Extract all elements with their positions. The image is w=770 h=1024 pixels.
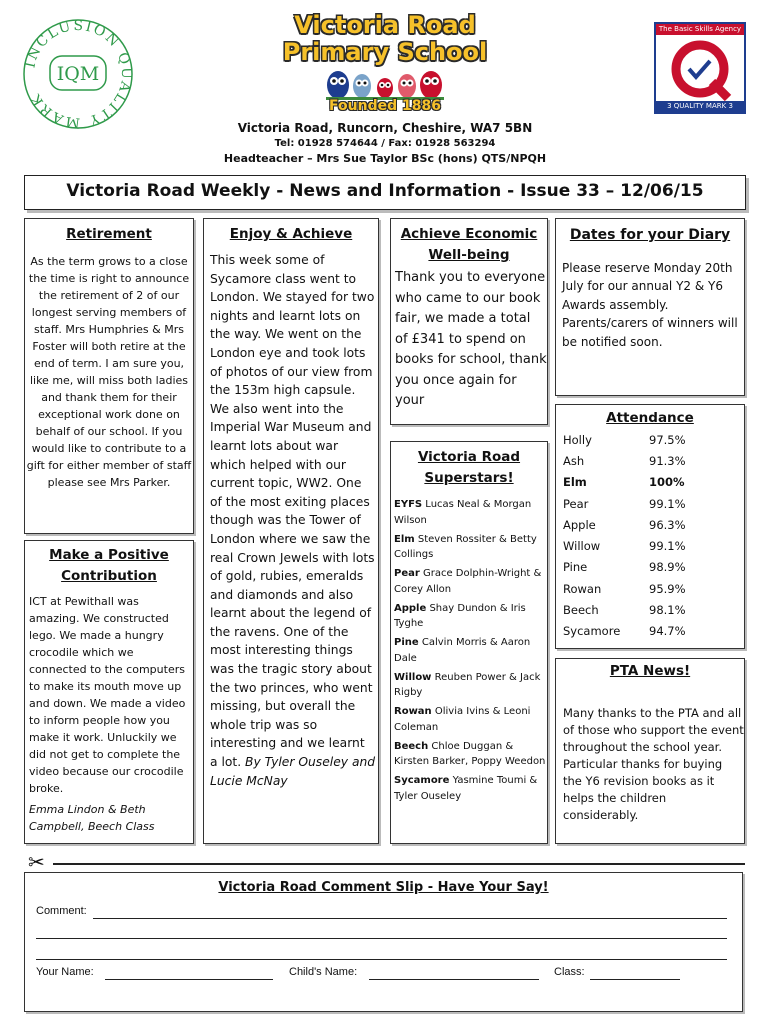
comment-label: Comment: — [36, 905, 87, 917]
table-row: Rowan 95.9% — [563, 581, 686, 596]
pta-text: Many thanks to the PTA and all of those who support the event throughout the school year. Particular thanks for buying the Y6 revision books as it helps the children considerably. — [563, 706, 744, 822]
enjoy-achieve-text — [204, 251, 378, 790]
positive-contribution-heading: Make a Positive Contribution — [49, 547, 169, 584]
quality-mark-logo — [654, 22, 746, 114]
list-item: Rowan Olivia Ivins & Leoni Coleman — [394, 706, 531, 733]
superstars-heading: Victoria Road Superstars! — [417, 449, 521, 486]
quality-mark-agency: The Basic Skills Agency — [656, 24, 744, 35]
attendance-section — [555, 404, 745, 649]
positive-contribution-text: ICT at Pewithall was amazing. We constructed lego. We made a hungry crocodile which we connected to the computers to make its mouth move up and down. We made a video to inform people how you make it work. Unluckily we did not get to complete the video because our crocodile broke. — [29, 595, 186, 795]
child-name-label: Child's Name: — [289, 966, 358, 978]
comment-slip — [24, 872, 743, 1012]
economic-wellbeing-section — [390, 218, 548, 425]
iqm-inclusion-seal — [22, 18, 134, 130]
founded-year: Founded 1886 — [329, 98, 441, 114]
diary-section — [555, 218, 745, 396]
newsletter-title: Victoria Road Weekly - News and Information - Issue 33 – 12/06/15 — [66, 181, 704, 201]
attendance-table — [556, 429, 744, 642]
svg-text:INCLUSION QUALITY MARK: INCLUSION QUALITY MARK — [22, 18, 134, 130]
table-row: Beech 98.1% — [563, 603, 686, 618]
diary-text: Please reserve Monday 20th July for our annual Y2 & Y6 Awards assembly. Parents/carers of winners will be notified soon. — [562, 261, 738, 349]
school-name-line2: Primary School — [282, 38, 488, 66]
superstars-list — [391, 497, 547, 804]
list-item: Pine Calvin Morris & Aaron Dale — [394, 637, 531, 664]
class-label: Class: — [554, 966, 585, 978]
your-name-field[interactable] — [105, 979, 273, 980]
diary-heading: Dates for your Diary — [569, 227, 731, 243]
table-row: Sycamore 94.7% — [563, 624, 686, 639]
retirement-heading: Retirement — [66, 226, 152, 242]
newsletter-title-box — [24, 175, 746, 210]
list-item: Pear Grace Dolphin-Wright & Corey Allon — [394, 568, 542, 595]
list-item: Willow Reuben Power & Jack Rigby — [394, 671, 541, 698]
owls-logo-icon — [326, 66, 444, 100]
table-row: Willow 99.1% — [563, 539, 686, 554]
retirement-text: As the term grows to a close the time is right to announce the retirement of 2 of our longest serving members of staff. Mrs Humphries & Mrs Foster will both retire at the end of term. I am sure you, like me, will miss both ladies and thank them for their exceptional work done on behalf of our school. If you would like to contribute to a gift for either member of staff please see Mrs Parker. — [26, 255, 192, 489]
enjoy-achieve-heading: Enjoy & Achieve — [229, 226, 353, 242]
list-item: Sycamore Yasmine Toumi & Tyler Ouseley — [394, 775, 538, 802]
list-item: Beech Chloe Duggan & Kirsten Barker, Poppy Weedon — [394, 740, 546, 767]
positive-contribution-section — [24, 540, 194, 844]
scissors-icon: ✂ — [28, 850, 45, 874]
table-row: Pear 99.1% — [563, 496, 686, 511]
school-name-line1: Victoria Road — [294, 11, 476, 39]
cut-line — [53, 863, 745, 865]
enjoy-achieve-section — [203, 218, 379, 844]
quality-mark-q-icon — [656, 36, 744, 102]
comment-field-line-1[interactable] — [93, 918, 727, 919]
pta-section — [555, 658, 745, 844]
list-item: Elm Steven Rossiter & Betty Collings — [394, 533, 537, 560]
class-field[interactable] — [590, 979, 680, 980]
child-name-field[interactable] — [369, 979, 539, 980]
comment-field-line-3[interactable] — [36, 959, 727, 960]
economic-wellbeing-heading: Achieve Economic Well-being — [400, 226, 538, 263]
quality-mark-label: 3 QUALITY MARK 3 — [656, 101, 744, 112]
your-name-label: Your Name: — [36, 966, 94, 978]
school-address: Victoria Road, Runcorn, Cheshire, WA7 5BN — [237, 121, 533, 135]
economic-wellbeing-text: Thank you to everyone who came to our book fair, we made a total of £341 to spend on books for school, thank you once again for your — [395, 270, 547, 408]
school-phone: Tel: 01928 574644 / Fax: 01928 563294 — [274, 138, 496, 149]
svg-text:IQM: IQM — [56, 63, 100, 85]
positive-contribution-byline: Emma Lindon & Beth Campbell, Beech Class — [29, 803, 155, 833]
comment-field-line-2[interactable] — [36, 938, 727, 939]
superstars-section — [390, 441, 548, 844]
table-row: Apple 96.3% — [563, 517, 686, 532]
comment-slip-title: Victoria Road Comment Slip - Have Your Say! — [218, 880, 549, 895]
table-row: Elm 100% — [563, 475, 685, 490]
list-item: Apple Shay Dundon & Iris Tyghe — [394, 602, 526, 629]
attendance-heading: Attendance — [606, 410, 694, 426]
table-row: Ash 91.3% — [563, 453, 686, 468]
list-item: EYFS Lucas Neal & Morgan Wilson — [394, 499, 532, 526]
headteacher: Headteacher – Mrs Sue Taylor BSc (hons) QTS/NPQH — [223, 152, 547, 165]
table-row: Pine 98.9% — [563, 560, 686, 575]
retirement-section — [24, 218, 194, 534]
enjoy-achieve-body: This week some of Sycamore class went to London. We stayed for two nights and learnt lots on the way. We went on the London eye and took lots of photos of our view from the 153m high capsule. We also went into the Imperial War Museum and learnt lots about war which helped with our current topic, WW2. One of the most exiting places though was the Tower of London where we saw the real Crown Jewels with lots of gold, rubies, emeralds and diamonds and also learnt about the legend of the ravens. One of the most interesting things was the tragic story about the two princes, who went missing, but overall the whole trip was so interesting and we learnt a lot. — [210, 253, 375, 770]
pta-heading: PTA News! — [609, 663, 691, 679]
enjoy-achieve-byline: By Tyler Ouseley and Lucie McNay — [210, 755, 376, 788]
table-row: Holly 97.5% — [563, 432, 686, 447]
